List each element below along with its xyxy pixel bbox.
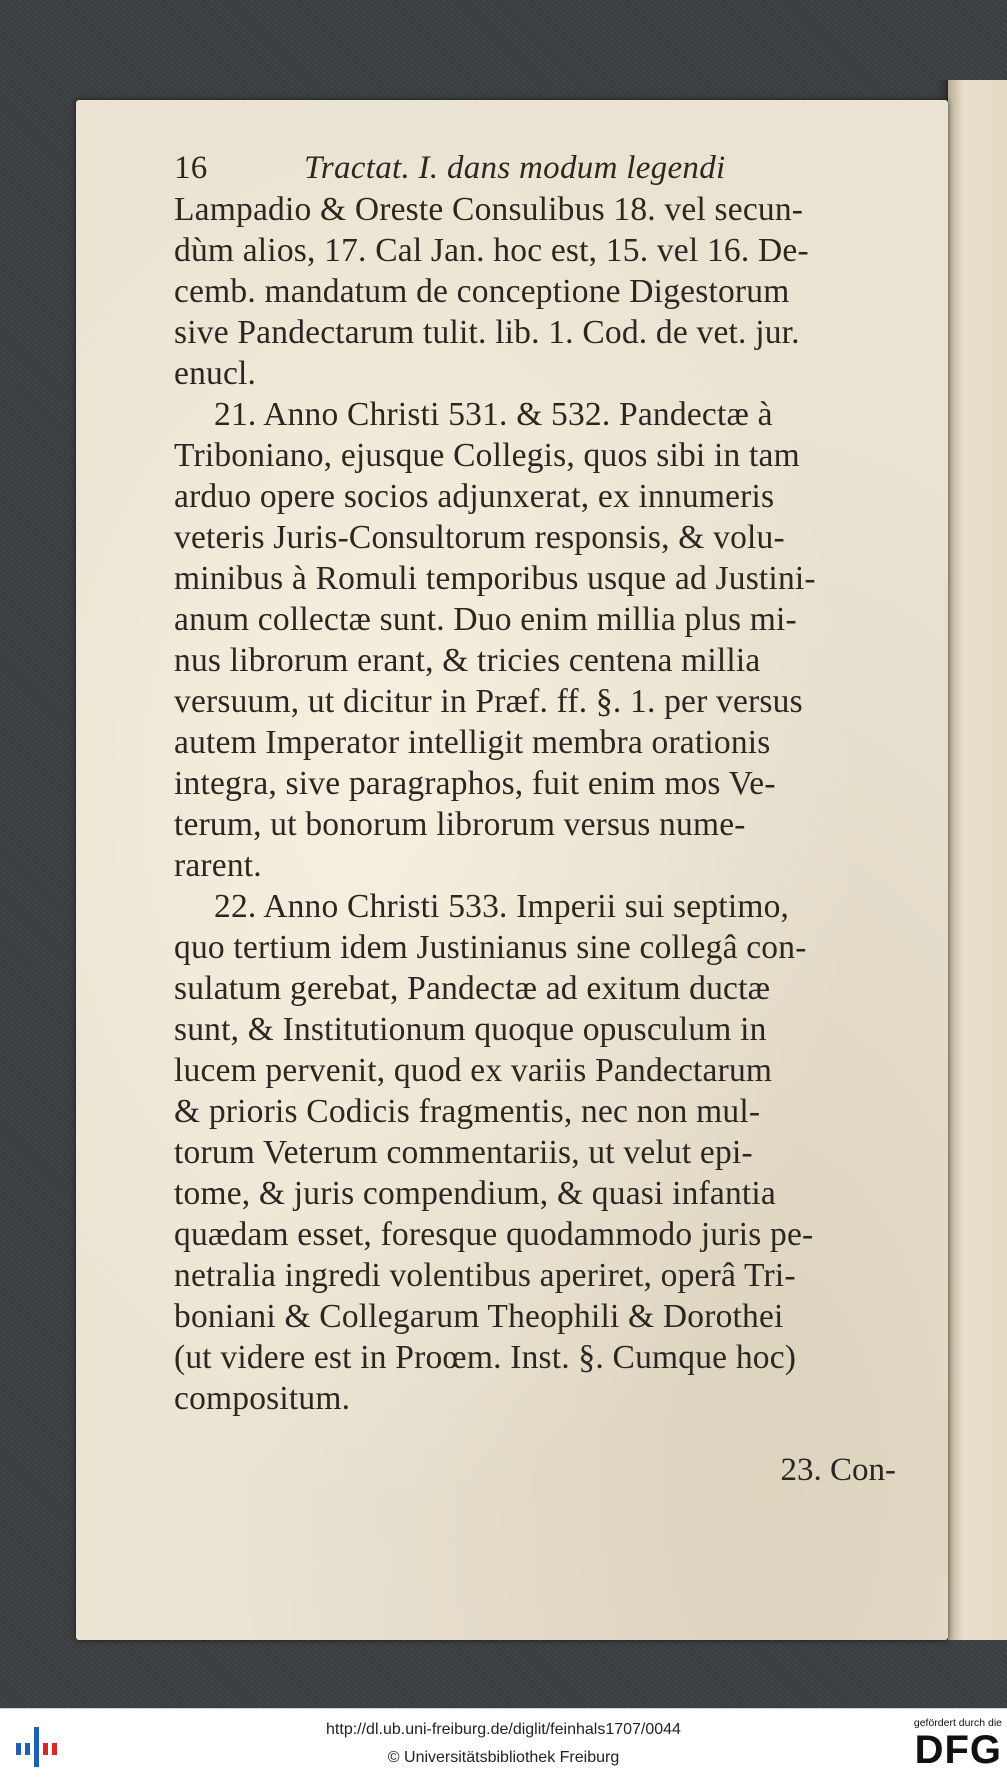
text-line: anum collectæ sunt. Duo enim millia plus mi- <box>174 601 797 638</box>
text-line: quædam esset, foresque quodammodo juris pe- <box>174 1216 814 1253</box>
text-line: versuum, ut dicitur in Præf. ff. §. 1. per versus <box>174 683 803 720</box>
text-line: & prioris Codicis fragmentis, nec non mul- <box>174 1093 761 1130</box>
text-line: sunt, & Institutionum quoque opusculum in <box>174 1011 767 1048</box>
text-line: arduo opere socios adjunxerat, ex innumeris <box>174 478 775 515</box>
text-line: netralia ingredi volentibus aperiret, operâ Tri- <box>174 1257 796 1294</box>
text-line: enucl. <box>174 355 257 392</box>
body-lines <box>174 189 894 1419</box>
page-header <box>174 148 894 189</box>
text-line: lucem pervenit, quod ex variis Pandectarum <box>174 1052 773 1089</box>
text-line: 22. Anno Christi 533. Imperii sui septimo, <box>214 888 790 925</box>
text-line: nus librorum erant, & tricies centena millia <box>174 642 761 679</box>
footer-bar <box>0 1708 1007 1781</box>
text-line: boniani & Collegarum Theophili & Dorothei <box>174 1298 784 1335</box>
page-text <box>174 148 894 1419</box>
text-line: autem Imperator intelligit membra orationis <box>174 724 771 761</box>
text-line: sive Pandectarum tulit. lib. 1. Cod. de vet. jur. <box>174 314 800 351</box>
text-line: dùm alios, 17. Cal Jan. hoc est, 15. vel 16. De- <box>174 232 809 269</box>
dfg-wordmark: DFG <box>914 1728 1002 1772</box>
text-line: cemb. mandatum de conceptione Digestorum <box>174 273 790 310</box>
text-line: torum Veterum commentariis, ut velut epi- <box>174 1134 753 1171</box>
text-line: minibus à Romuli temporibus usque ad Justini- <box>174 560 816 597</box>
page-number: 16 <box>174 150 208 186</box>
text-line: (ut videre est in Proœm. Inst. §. Cumque hoc) <box>174 1339 797 1376</box>
page-url-link[interactable]: http://dl.ub.uni-freiburg.de/diglit/feinhals1707/0044 <box>326 1721 681 1738</box>
text-line: veteris Juris-Consultorum responsis, & volu- <box>174 519 785 556</box>
text-line: Triboniano, ejusque Collegis, quos sibi in tam <box>174 437 800 474</box>
copyright-text: © Universitätsbibliothek Freiburg <box>387 1749 620 1766</box>
text-line: tome, & juris compendium, & quasi infantia <box>174 1175 776 1212</box>
text-line: 21. Anno Christi 531. & 532. Pandectæ à <box>214 396 773 433</box>
text-line: quo tertium idem Justinianus sine collegâ con- <box>174 929 807 966</box>
facing-page-edge <box>946 80 1007 1640</box>
text-line: terum, ut bonorum librorum versus nume- <box>174 806 746 843</box>
text-line: rarent. <box>174 847 262 884</box>
text-line: Lampadio & Oreste Consulibus 18. vel secun- <box>174 191 804 228</box>
dfg-funding-text: gefördert durch die <box>913 1717 1002 1729</box>
catchword: 23. Con- <box>780 1452 896 1488</box>
text-line: sulatum gerebat, Pandectæ ad exitum ductæ <box>174 970 771 1007</box>
dfg-logo <box>884 1717 1002 1777</box>
text-line: integra, sive paragraphos, fuit enim mos Ve- <box>174 765 776 802</box>
running-title: Tractat. I. dans modum legendi <box>304 150 726 186</box>
text-line: compositum. <box>174 1380 351 1417</box>
